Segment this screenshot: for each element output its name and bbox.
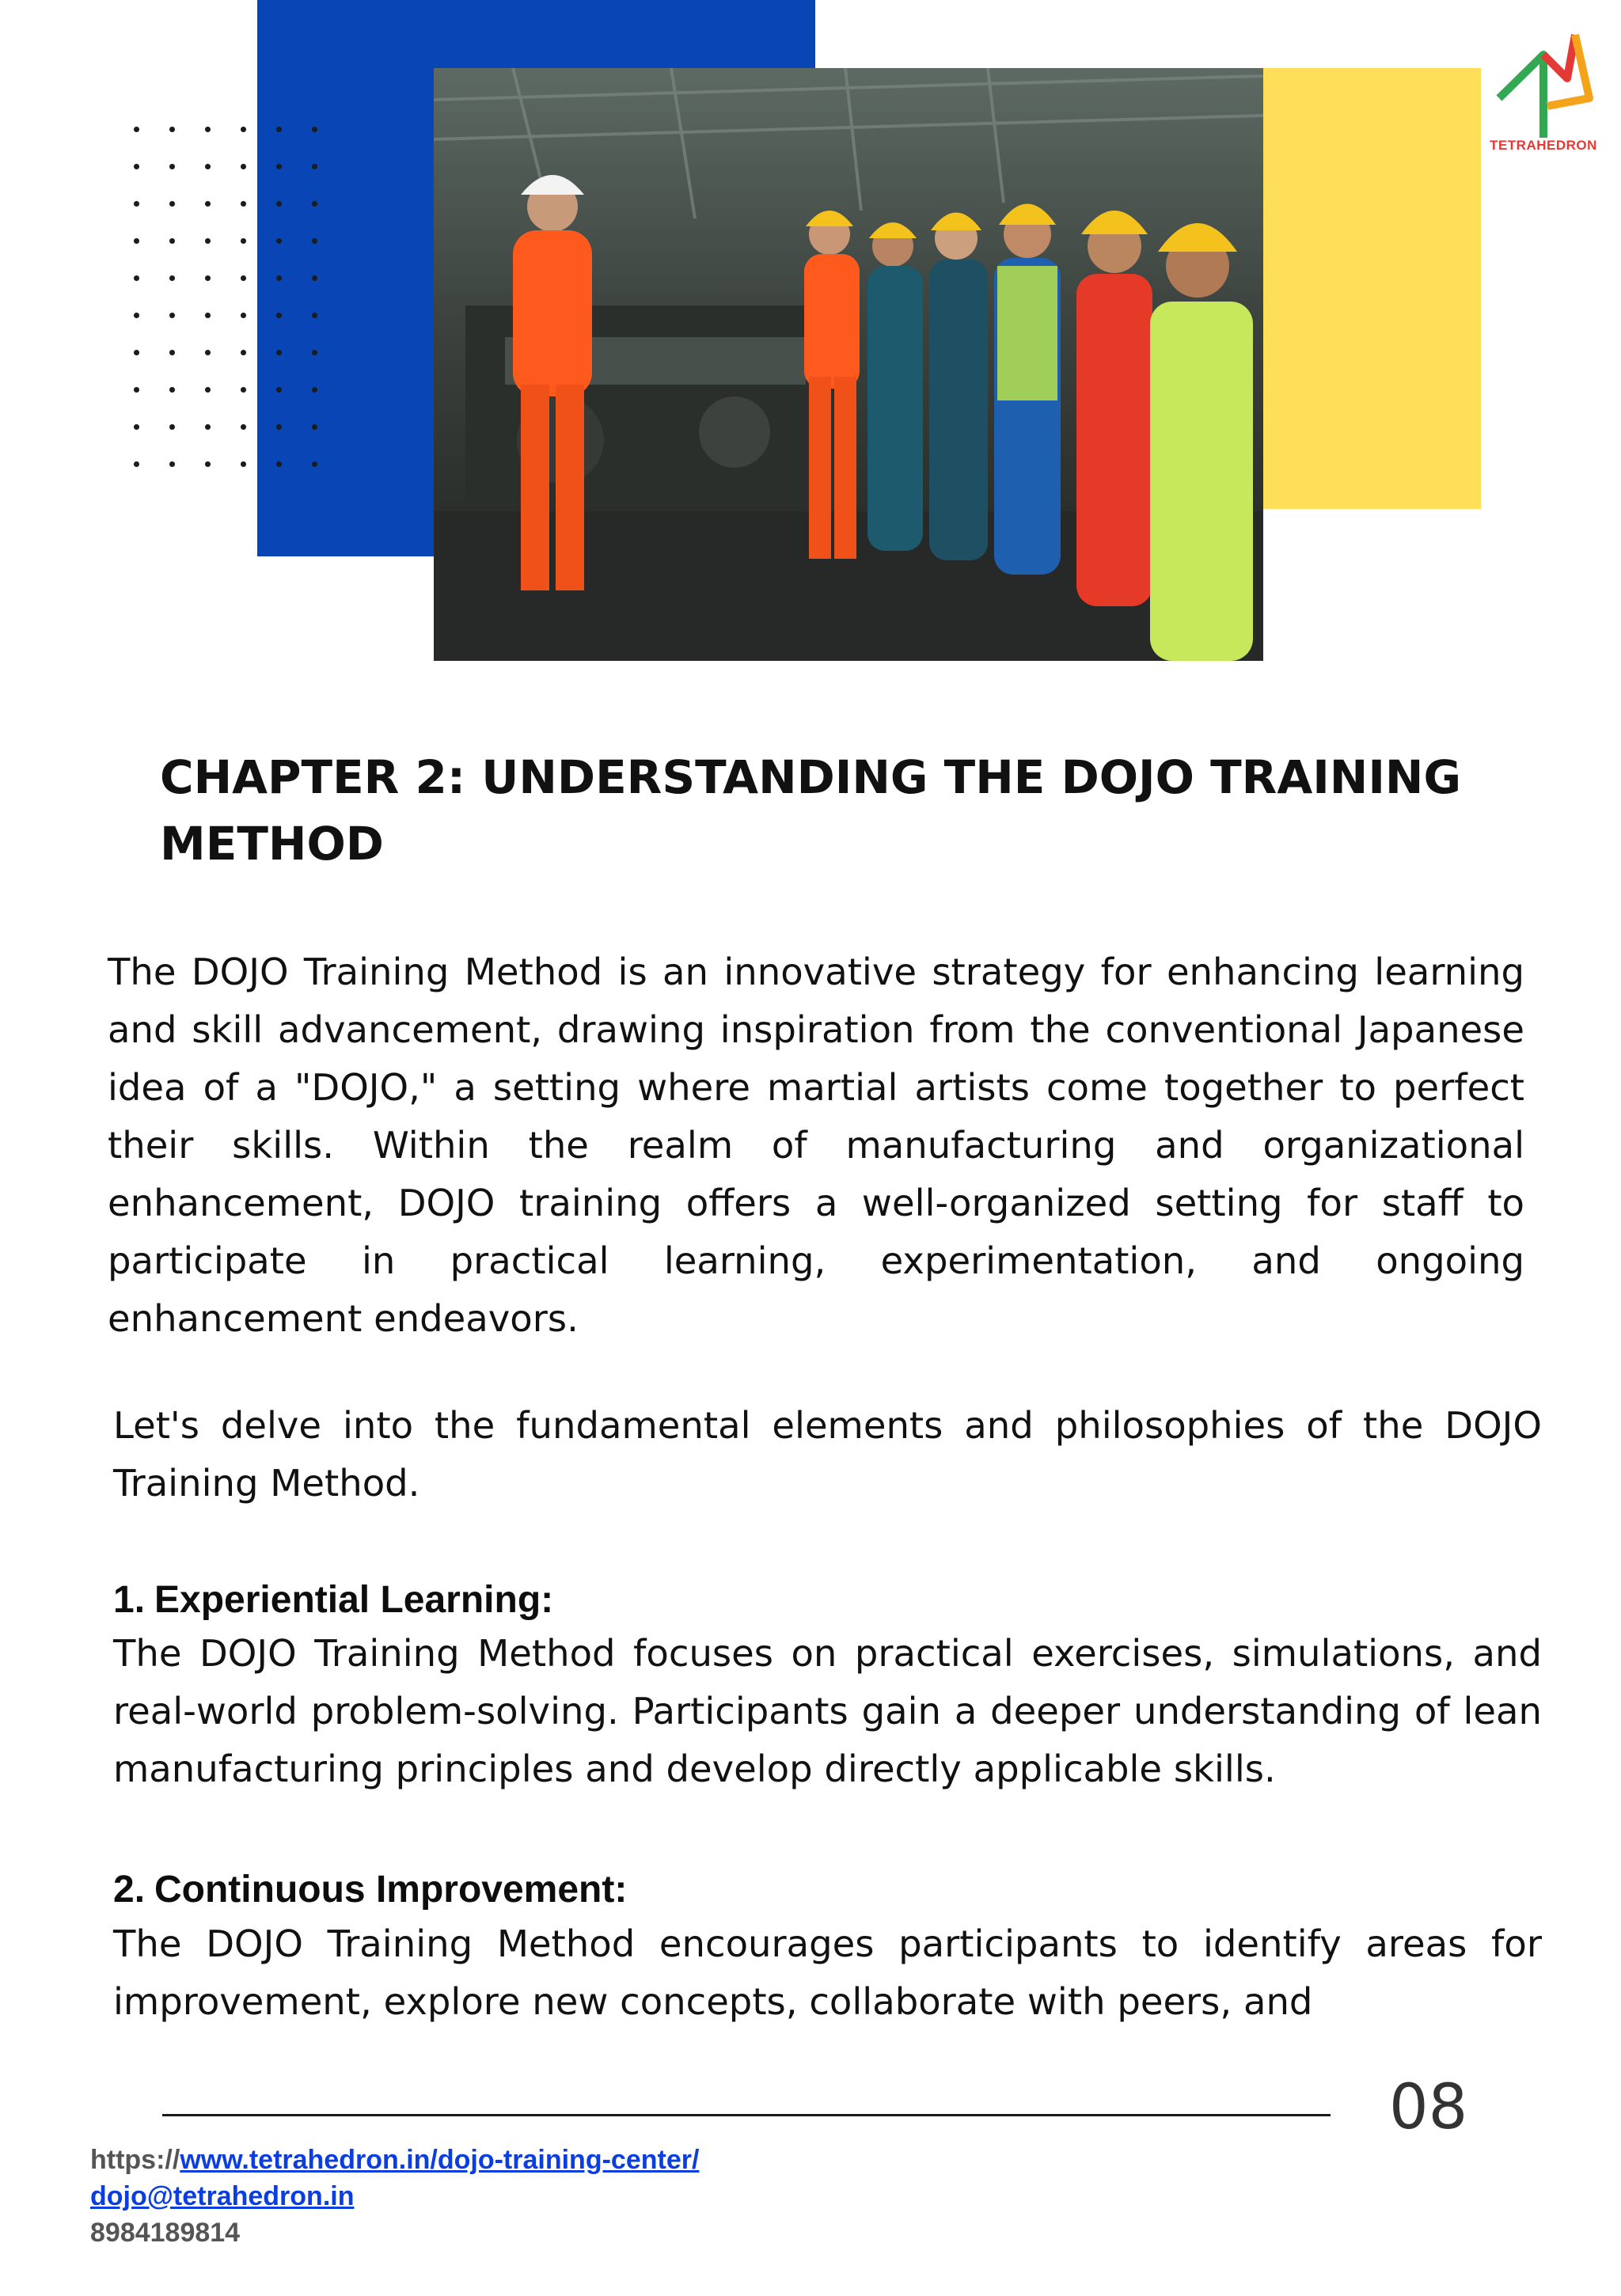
list-item-text: The DOJO Training Method focuses on practical exercises, simulations, and real-world problem-solving. Participants gain a deeper understanding of lean manufacturing principles and develop directly applicable skills. <box>113 1632 1542 1790</box>
website-link[interactable]: www.tetrahedron.in/dojo-training-center/ <box>180 2145 700 2175</box>
factory-training-photo <box>434 68 1263 661</box>
yellow-accent-block <box>1247 68 1481 509</box>
website-line <box>90 2142 699 2178</box>
list-item-title: Continuous Improvement: <box>154 1869 628 1911</box>
lead-in-paragraph: Let's delve into the fundamental elements and philosophies of the DOJO Training Method. <box>113 1404 1542 1505</box>
intro-paragraph: The DOJO Training Method is an innovative strategy for enhancing learning and skill advancement, drawing inspiration from the conventional Japanese idea of a "DOJO," a setting where martial artists come together to perfect their skills. Within the realm of manufacturing and organizational enhancement, DOJO training offers a well-organized setting for staff to participate in practical learning, experimentation, and ongoing enhancement endeavors. <box>108 951 1524 1340</box>
tetrahedron-logo <box>1488 19 1599 161</box>
list-item-heading <box>113 1575 553 1626</box>
chapter-title: CHAPTER 2: UNDERSTANDING THE DOJO TRAINING METHOD <box>160 750 1462 871</box>
page-number: 08 <box>1389 2072 1468 2143</box>
list-item-title: Experiential Learning: <box>154 1579 554 1621</box>
list-item-number: 1. <box>113 1579 146 1621</box>
url-prefix: https:// <box>90 2145 180 2175</box>
list-item-text: The DOJO Training Method encourages participants to identify areas for improvement, explore new concepts, collaborate with peers, and <box>113 1922 1542 2023</box>
list-item-number: 2. <box>113 1869 146 1911</box>
dot-grid-decoration <box>119 111 325 467</box>
phone-number: 8984189814 <box>90 2218 241 2248</box>
email-line <box>90 2178 354 2214</box>
footer-divider <box>162 2114 1331 2116</box>
list-item-heading <box>113 1865 627 1915</box>
email-link[interactable]: dojo@tetrahedron.in <box>90 2181 355 2211</box>
logo-text: TETRAHEDRON <box>1490 138 1597 153</box>
